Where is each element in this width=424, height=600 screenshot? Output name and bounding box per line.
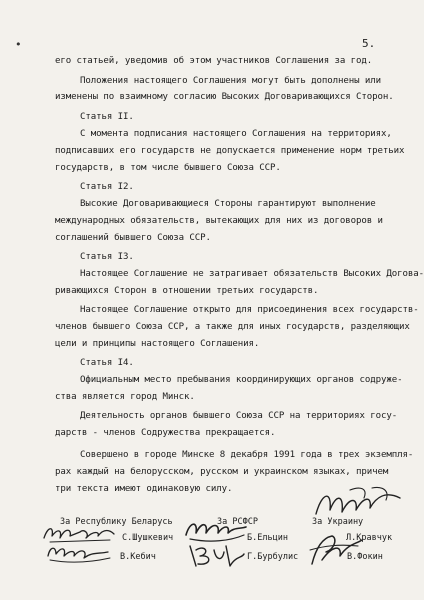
text-line: дарств - членов Содружества прекращается.	[55, 428, 276, 438]
text-line: Положения настоящего Соглашения могут быть дополнены или	[80, 76, 381, 86]
text-line: изменены по взаимному согласию Высоких Договаривающихся Сторон.	[55, 92, 394, 102]
signature-burbulis	[182, 540, 248, 572]
signer-name: В.Кебич	[120, 552, 156, 562]
text-line: государств, в том числе бывшего Союза ССР.	[55, 163, 281, 173]
signature-kebich	[42, 542, 116, 566]
page-number: 5.	[362, 37, 376, 50]
text-line: ривающихся Сторон в отношении третьих государств.	[55, 286, 319, 296]
signature-kravchuk	[310, 484, 406, 528]
signer-name: С.Шушкевич	[122, 533, 174, 543]
article-heading: Статья II.	[80, 112, 134, 122]
margin-mark: •	[15, 38, 22, 51]
text-line: Настоящее Соглашение открыто для присоединения всех государств-	[80, 305, 419, 315]
text-line: международных обязательств, вытекающих для них из договоров и	[55, 216, 383, 226]
signature-heading-belarus: За Республику Беларусь	[60, 517, 173, 527]
signer-name: В.Фокин	[347, 552, 383, 562]
text-line: рах каждый на белорусском, русском и украинском языках, причем	[55, 467, 389, 477]
article-heading: Статья I3.	[80, 252, 134, 262]
text-line: членов бывшего Союза ССР, а также для иных государств, разделяющих	[55, 322, 410, 332]
signer-name: Б.Ельцин	[247, 533, 288, 543]
text-line: подписавших его государств не допускается применение норм третьих	[55, 146, 405, 156]
text-line: соглашений бывшего Союза ССР.	[55, 233, 211, 243]
article-heading: Статья I2.	[80, 182, 134, 192]
text-line: ства является город Минск.	[55, 392, 195, 402]
signer-name: Л.Кравчук	[346, 533, 393, 543]
signature-heading-rsfsr: За РСФСР	[217, 517, 258, 527]
text-line: Официальным место пребывания координирующих органов содруже-	[80, 375, 403, 385]
signature-fokin	[302, 530, 368, 570]
text-line: Совершено в городе Минске 8 декабря 1991 года в трех экземпля-	[80, 450, 414, 460]
signature-heading-ukraine: За Украину	[312, 517, 364, 527]
text-line: его статьей, уведомив об этом участников Соглашения за год.	[55, 56, 373, 66]
article-heading: Статья I4.	[80, 358, 134, 368]
text-line: цели и принципы настоящего Соглашения.	[55, 339, 260, 349]
signer-name: Г.Бурбулис	[247, 552, 299, 562]
text-line: Настоящее Соглашение не затрагивает обязательств Высоких Догова-	[80, 269, 424, 279]
text-line: С момента подписания настоящего Соглашения на территориях,	[80, 129, 392, 139]
text-line: Высокие Договаривающиеся Стороны гарантируют выполнение	[80, 199, 376, 209]
text-line: Деятельность органов бывшего Союза ССР на территориях госу-	[80, 411, 398, 421]
text-line: три текста имеют одинаковую силу.	[55, 484, 233, 494]
